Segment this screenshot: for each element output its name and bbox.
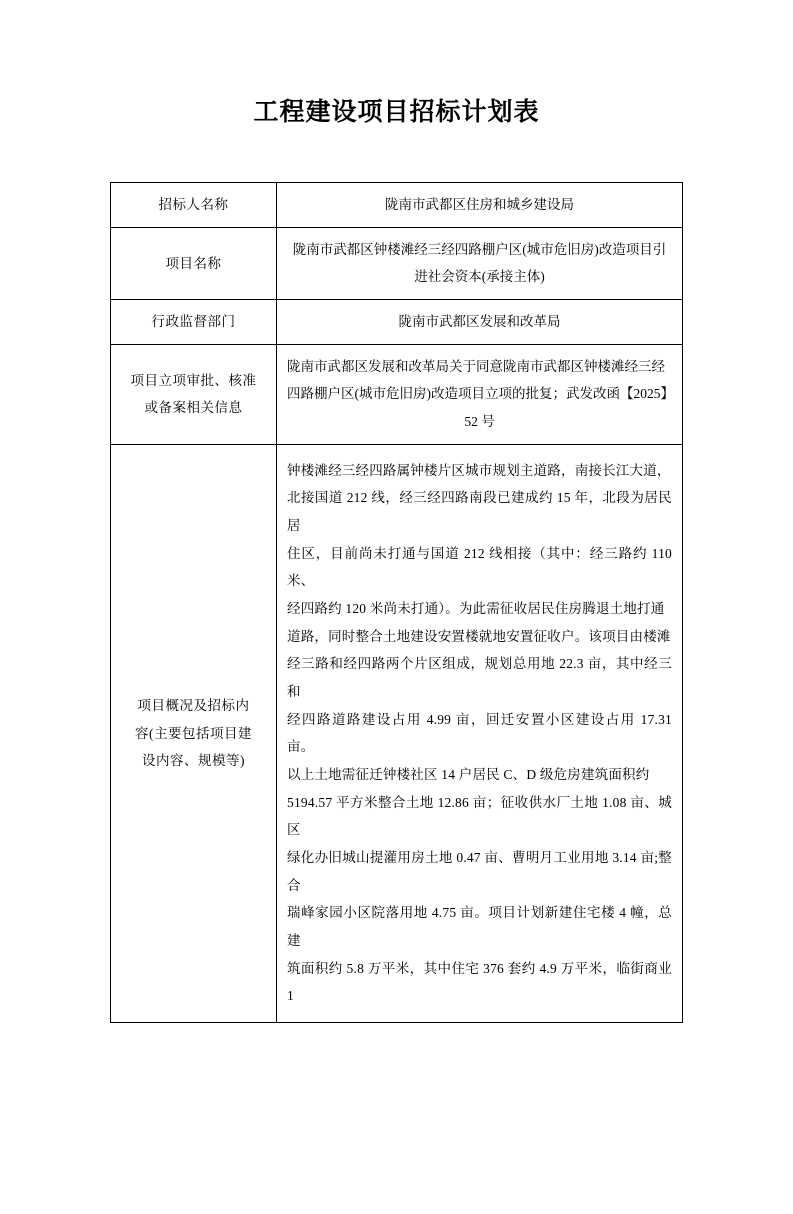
table-row <box>111 300 683 345</box>
row-label-bidder-name: 招标人名称 <box>111 183 277 228</box>
bid-plan-table <box>110 182 683 1023</box>
row-value-project-name: 陇南市武都区钟楼滩经三经四路棚户区(城市危旧房)改造项目引 进社会资本(承接主体) <box>277 227 683 299</box>
row-label-project-name: 项目名称 <box>111 227 277 299</box>
table-row <box>111 227 683 299</box>
row-label-supervision-department: 行政监督部门 <box>111 300 277 345</box>
table-row <box>111 444 683 1022</box>
row-value-project-overview: 钟楼滩经三经四路属钟楼片区城市规划主道路，南接长江大道， 北接国道 212 线，经三经四路南段已建成约 15 年，北段为居民居 住区，目前尚未打通与国道 212 线相接（其中：经三路约 110 米、 经四路约 120 米尚未打通）。为此需征收居民住房腾退土地打通 道路，同时整合土地建设安置楼就地安置征收户。该项目由楼滩 经三路和经四路两个片区组成，规划总用地 22.3 亩，其中经三和 经四路道路建设占用 4.99 亩，回迁安置小区建设占用 17.31 亩。 以上土地需征迁钟楼社区 14 户居民 C、D 级危房建筑面积约 5194.57 平方米整合土地 12.86 亩；征收供水厂土地 1.08 亩、城区 绿化办旧城山提灌用房土地 0.47 亩、曹明月工业用地 3.14 亩;整合 瑞峰家园小区院落用地 4.75 亩。项目计划新建住宅楼 4 幢，总建 筑面积约 5.8 万平米，其中住宅 376 套约 4.9 万平米，临街商业 1 <box>277 444 683 1022</box>
row-value-supervision-department: 陇南市武都区发展和改革局 <box>277 300 683 345</box>
row-label-approval-info: 项目立项审批、核准 或备案相关信息 <box>111 344 277 444</box>
bid-plan-table-wrapper <box>110 182 683 1023</box>
table-row <box>111 344 683 444</box>
document-page <box>0 92 793 1214</box>
page-title: 工程建设项目招标计划表 <box>253 98 540 126</box>
row-value-bidder-name: 陇南市武都区住房和城乡建设局 <box>277 183 683 228</box>
table-row <box>111 183 683 228</box>
row-value-approval-info: 陇南市武都区发展和改革局关于同意陇南市武都区钟楼滩经三经 四路棚户区(城市危旧房)改造项目立项的批复；武发改函【2025】 52 号 <box>277 344 683 444</box>
row-label-project-overview: 项目概况及招标内 容(主要包括项目建 设内容、规模等) <box>111 444 277 1022</box>
